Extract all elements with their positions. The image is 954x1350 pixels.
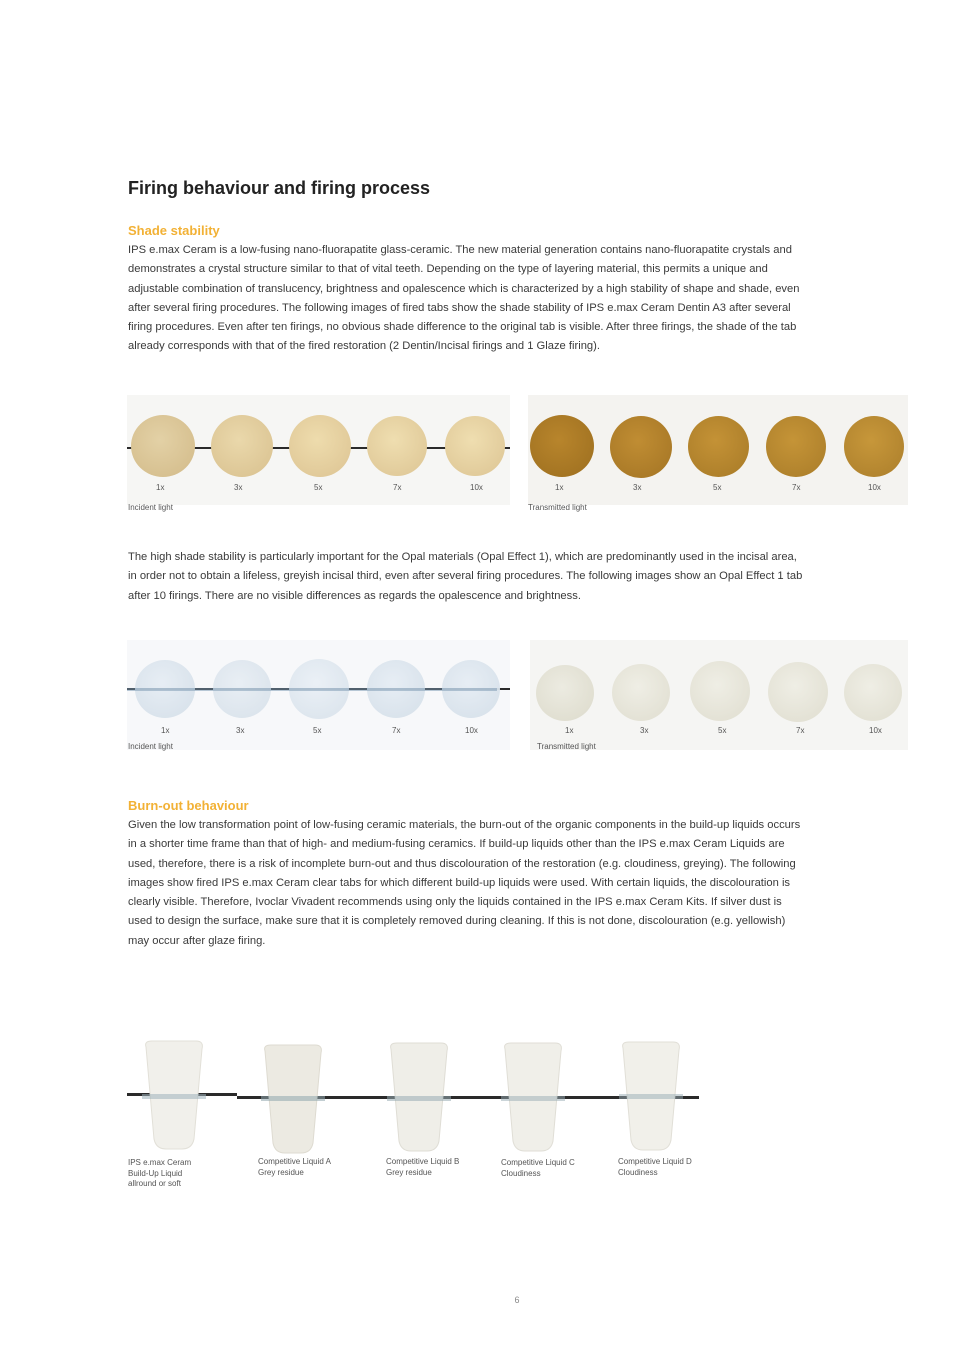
caption-line: Build-Up Liquid [128,1168,183,1178]
page-number: 6 [514,1295,520,1305]
tab-caption [128,1158,191,1190]
firing-label: 10x [465,726,478,735]
firing-label: 7x [392,726,401,735]
tab-caption [618,1157,692,1178]
dentin-transmitted-tab-3x [610,416,672,478]
transmitted-light-caption: Transmitted light [537,742,596,751]
caption-line: Competitive Liquid A [258,1157,331,1166]
dentin-transmitted-tab-5x [688,416,749,477]
tab-competitive-liquid-d [617,1040,685,1152]
firing-label: 1x [161,726,170,735]
opal-paragraph: The high shade stability is particularly important for the Opal materials (Opal Effect 1), which are predominantly used in the incisal area, in order not to obtain a lifeless, greyish incisal third, even after several firing procedures. The following images show an Opal Effect 1 tab after 10 firings. There are no visible differences as regards the opalescence and brightness. [128,551,803,602]
tab-competitive-liquid-b [385,1041,453,1153]
opal-transmitted-tab-10x [844,664,902,721]
caption-line: Competitive Liquid D [618,1157,692,1166]
caption-line: Grey residue [258,1167,304,1177]
burnout-tabs-strip [127,1035,699,1155]
firing-label: 10x [868,483,881,492]
opal-transmitted-tab-3x [612,664,670,721]
dentin-transmitted-tab-1x [530,415,594,477]
page-number-container [0,1295,954,1305]
firing-label: 3x [236,726,245,735]
opal-transmitted-tab-7x [768,662,828,722]
incident-light-caption: Incident light [128,503,173,512]
firing-label: 3x [633,483,642,492]
caption-line: Cloudiness [501,1168,541,1178]
burnout-heading: Burn-out behaviour [128,798,249,813]
dentin-transmitted-tab-7x [766,416,826,477]
dentin-incident-tab-10x [445,416,505,476]
firing-label: 10x [869,726,882,735]
dentin-incident-tab-7x [367,416,427,476]
firing-label: 7x [792,483,801,492]
tab-competitive-liquid-c [499,1041,567,1153]
caption-line: IPS e.max Ceram [128,1158,192,1167]
firing-label: 1x [565,726,574,735]
incident-light-caption: Incident light [128,742,173,751]
tab-ips-emax-ceram [140,1039,208,1151]
firing-label: 10x [470,483,483,492]
transmitted-light-caption: Transmitted light [528,503,587,512]
page-title: Firing behaviour and firing process [128,178,431,198]
firing-label: 5x [713,483,722,492]
opal-transmitted-tab-5x [690,661,750,721]
firing-label: 7x [393,483,402,492]
dentin-incident-tab-1x [131,415,195,477]
caption-line: allround or soft [128,1179,181,1188]
caption-line: Competitive Liquid C [501,1158,575,1167]
firing-label: 5x [314,483,323,492]
caption-line: Competitive Liquid B [386,1157,460,1166]
dentin-incident-tab-3x [211,415,273,477]
caption-line: Grey residue [386,1167,432,1177]
firing-label: 5x [313,726,322,735]
opal-transmitted-tab-1x [536,665,594,721]
firing-label: 1x [156,483,165,492]
wire-through-tabs [127,688,497,691]
shade-stability-paragraph: IPS e.max Ceram is a low-fusing nano-fluorapatite glass-ceramic. The new material generation contains nano-fluorapatite crystals and demonstrates a crystal structure similar to that of vital teeth. Depending on the type of layering material, this permits a unique and adjustable combination of translucency, brightness and opalescence which is characterized by a high stability of shape and shade, even after several firing procedures. The following images of fired tabs show the shade stability of IPS e.max Ceram Dentin A3 after several firing procedures. Even after ten firings, no obvious shade difference to the original tab is visible. After three firings, the shade of the tab already corresponds with that of the fired restoration (2 Dentin/Incisal firings and 1 Glaze firing). [128,244,800,353]
firing-label: 7x [796,726,805,735]
firing-label: 1x [555,483,564,492]
caption-line: Cloudiness [618,1167,658,1177]
shade-stability-heading: Shade stability [128,223,220,238]
tab-competitive-liquid-a [259,1043,327,1155]
dentin-incident-tab-5x [289,415,351,477]
firing-label: 3x [234,483,243,492]
tab-caption [501,1158,575,1179]
dentin-transmitted-tab-10x [844,416,904,477]
burnout-paragraph: Given the low transformation point of low-fusing ceramic materials, the burn-out of the organic components in the build-up liquids occurs in a shorter time frame than that of high- and medium-fusing ceramics. If build-up liquids other than the IPS e.max Ceram Liquids are used, therefore, there is a risk of incomplete burn-out and thus discolouration of the restoration (e.g. cloudiness, greying). The following images show fired IPS e.max Ceram clear tabs for which different build-up liquids were used. With certain liquids, the discolouration is clearly visible. Therefore, Ivoclar Vivadent recommends using only the liquids contained in the IPS e.max Ceram Kits. If silver dust is used to design the surface, make sure that it is completely removed during cleaning. If this is not done, discolouration (e.g. yellowish) may occur after glaze firing. [128,819,801,947]
firing-label: 3x [640,726,649,735]
tab-caption [386,1157,459,1178]
firing-label: 5x [718,726,727,735]
tab-caption [258,1157,331,1178]
